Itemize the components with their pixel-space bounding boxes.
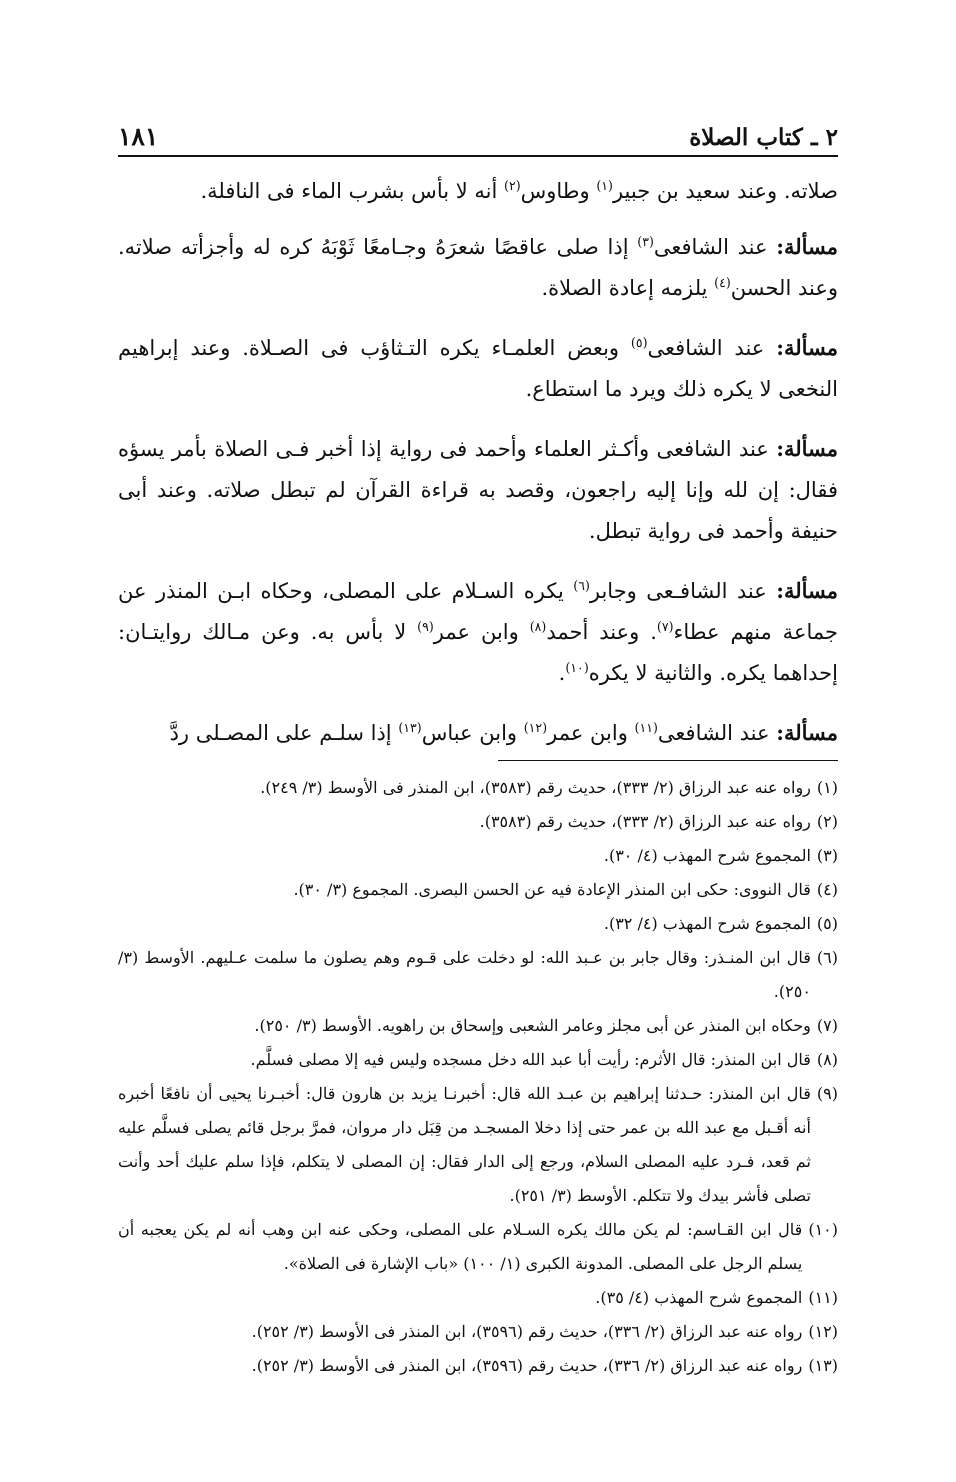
footnote-number: (١٠) xyxy=(808,1220,838,1239)
masala-label: مسألة: xyxy=(776,234,838,259)
footnote-ref-13[interactable]: (١٣) xyxy=(398,720,422,735)
footnote-ref-1[interactable]: (١) xyxy=(596,178,613,193)
footnote-number: (١٣) xyxy=(808,1356,838,1375)
footnote-text: قال ابن المنذر: حـدثنا إبراهيم بن عبـد الله قال: أخبرنـا يزيد بن هارون قال: أخبـرنا يحيى أن نافعًا أخبره أنه أقـبل مع عبد الله بن عمر حتى إذا دخلا المسجـد من قِبَل دار مروان، فمرَّ برجل قائم يصلى فسلَّم عليه ثم قعد، فـرد عليه المصلى السلام، ورجع إلى الدار فقال: إن المصلى لا يتكلم، فإذا سلم عليك أحد وأنت تصلى فأشر بيدك ولا تتكلم. الأوسط (٣/ ٢٥١). xyxy=(118,1084,811,1205)
footnote-item xyxy=(118,1281,838,1315)
footnote-item xyxy=(118,1009,838,1043)
masala-label: مسألة: xyxy=(776,578,838,603)
footnotes xyxy=(118,771,838,1383)
footnote-text: قال النووى: حكى ابن المنذر الإعادة فيه عن الحسن البصرى. المجموع (٣/ ٣٠). xyxy=(293,880,811,899)
footnote-item xyxy=(118,1043,838,1077)
footnote-number: (٨) xyxy=(816,1050,838,1069)
footnote-number: (١٢) xyxy=(808,1322,838,1341)
masala-label: مسألة: xyxy=(776,335,838,360)
footnote-ref-2[interactable]: (٢) xyxy=(504,178,521,193)
footnote-text: وحكاه ابن المنذر عن أبى مجلز وعامر الشعبى وإسحاق بن راهويه. الأوسط (٣/ ٢٥٠). xyxy=(254,1016,811,1035)
footnote-item xyxy=(118,805,838,839)
footnote-ref-3[interactable]: (٣) xyxy=(637,234,654,249)
footnote-number: (١) xyxy=(816,778,838,797)
page-number: ١٨١ xyxy=(118,122,159,151)
footnote-item xyxy=(118,873,838,907)
footnote-number: (١١) xyxy=(808,1288,838,1307)
paragraph-0: صلاته. وعند سعيد بن جبير$^{(١)}$ وطاوس$^{(٢)}$ أنه لا بأس بشرب الماء فى النافلة. xyxy=(200,178,838,203)
running-header xyxy=(118,122,838,157)
chapter-title: ٢ ـ كتاب الصلاة xyxy=(689,124,838,151)
footnote-number: (٢) xyxy=(816,812,838,831)
footnote-text: قال ابن المنذر: قال الأثرم: رأيت أبا عبد الله دخل مسجده وليس فيه إلا مصلى فسلَّم. xyxy=(250,1050,811,1069)
footnote-number: (٧) xyxy=(816,1016,838,1035)
paragraph-masala-1: مسألة: عند الشافعى$^{(٣)}$ إذا صلى عاقصًا شعرَهُ وجـامعًا ثَوْبَهُ كره له وأجزأته صلاته. وعند الحسن$^{(٤)}$ يلزمه إعادة الصلاة. xyxy=(118,234,838,300)
footnote-ref-9[interactable]: (٩) xyxy=(417,619,434,634)
masala-label: مسألة: xyxy=(776,436,838,461)
footnote-item xyxy=(118,839,838,873)
main-text xyxy=(118,171,838,754)
footnote-text: رواه عنه عبد الرزاق (٢/ ٣٣٦)، حديث رقم (٣٥٩٦)، ابن المنذر فى الأوسط (٣/ ٢٥٢). xyxy=(251,1322,803,1341)
footnote-text: المجموع شرح المهذب (٤/ ٣٠). xyxy=(603,846,811,865)
footnote-ref-5[interactable]: (٥) xyxy=(630,335,648,350)
footnote-ref-10[interactable]: (١٠) xyxy=(565,660,589,675)
footnote-number: (٥) xyxy=(816,914,838,933)
footnote-item xyxy=(118,1213,838,1281)
footnote-item xyxy=(118,1077,838,1213)
footnote-number: (٤) xyxy=(816,880,838,899)
paragraph-masala-2: مسألة: عند الشافعى$^{(٥)}$ وبعض العلمـاء يكره التـثاؤب فى الصـلاة. وعند إبراهيم النخعى لا يكره ذلك ويرد ما استطاع. xyxy=(118,335,838,401)
footnote-number: (٦) xyxy=(816,948,838,967)
footnote-text: المجموع شرح المهذب (٤/ ٣٥). xyxy=(595,1288,803,1307)
footnote-item xyxy=(118,941,838,1009)
footnote-ref-4[interactable]: (٤) xyxy=(714,275,731,290)
footnote-item xyxy=(118,1349,838,1383)
footnote-number: (٩) xyxy=(816,1084,838,1103)
footnote-item xyxy=(118,907,838,941)
footnote-text: رواه عنه عبد الرزاق (٢/ ٣٣٣)، حديث رقم (٣٥٨٣)، ابن المنذر فى الأوسط (٣/ ٢٤٩). xyxy=(260,778,811,797)
paragraph-masala-5: مسألة: عند الشافعى$^{(١١)}$ وابن عمر$^{(١٢)}$ وابن عباس$^{(١٣)}$ إذا سلـم على المصـلى ردَّ xyxy=(169,720,838,745)
footnote-text: قال ابن القـاسم: لم يكن مالك يكره السـلام على المصلى، وحكى عنه ابن وهب أنه لم يكن يعجبه أن يسلم الرجل على المصلى. المدونة الكبرى (١/ ١٠٠) «باب الإشارة فى الصلاة». xyxy=(118,1220,803,1273)
book-page xyxy=(118,122,838,1383)
footnote-number: (٣) xyxy=(816,846,838,865)
footnote-text: رواه عنه عبد الرزاق (٢/ ٣٣٣)، حديث رقم (٣٥٨٣). xyxy=(479,812,811,831)
footnote-ref-8[interactable]: (٨) xyxy=(529,619,547,634)
paragraph-masala-3: مسألة: عند الشافعى وأكـثر العلماء وأحمد فى رواية إذا أخبر فـى الصلاة بأمر يسؤه فقال: إن لله وإنا إليه راجعون، وقصد به قراءة القرآن لم تبطل صلاته. وعند أبى حنيفة وأحمد فى رواية تبطل. xyxy=(118,436,838,543)
footnote-item xyxy=(118,1315,838,1349)
footnote-separator xyxy=(498,760,838,761)
footnote-item xyxy=(118,771,838,805)
footnote-ref-6[interactable]: (٦) xyxy=(573,578,590,593)
footnote-text: قال ابن المنـذر: وقال جابر بن عـبد الله: لو دخلت على قـوم وهم يصلون ما سلمت عـليهم. الأوسط (٣/ ٢٥٠). xyxy=(118,948,811,1001)
footnote-ref-12[interactable]: (١٢) xyxy=(523,720,548,735)
footnote-ref-11[interactable]: (١١) xyxy=(634,720,658,735)
paragraph-masala-4: مسألة: عند الشافـعى وجابر$^{(٦)}$ يكره السـلام على المصلى، وحكاه ابـن المنذر عن جماعة منهم عطاء$^{(٧)}$. وعند أحمد$^{(٨)}$ وابن عمر$^{(٩)}$ لا بأس به. وعن مـالك روايتـان: إحداهما يكره. والثانية لا يكره$^{(١٠)}$. xyxy=(118,578,838,685)
footnote-text: رواه عنه عبد الرزاق (٢/ ٣٣٦)، حديث رقم (٣٥٩٦)، ابن المنذر فى الأوسط (٣/ ٢٥٢). xyxy=(251,1356,803,1375)
footnote-text: المجموع شرح المهذب (٤/ ٣٢). xyxy=(603,914,811,933)
masala-label: مسألة: xyxy=(776,720,838,745)
footnote-ref-7[interactable]: (٧) xyxy=(656,619,674,634)
